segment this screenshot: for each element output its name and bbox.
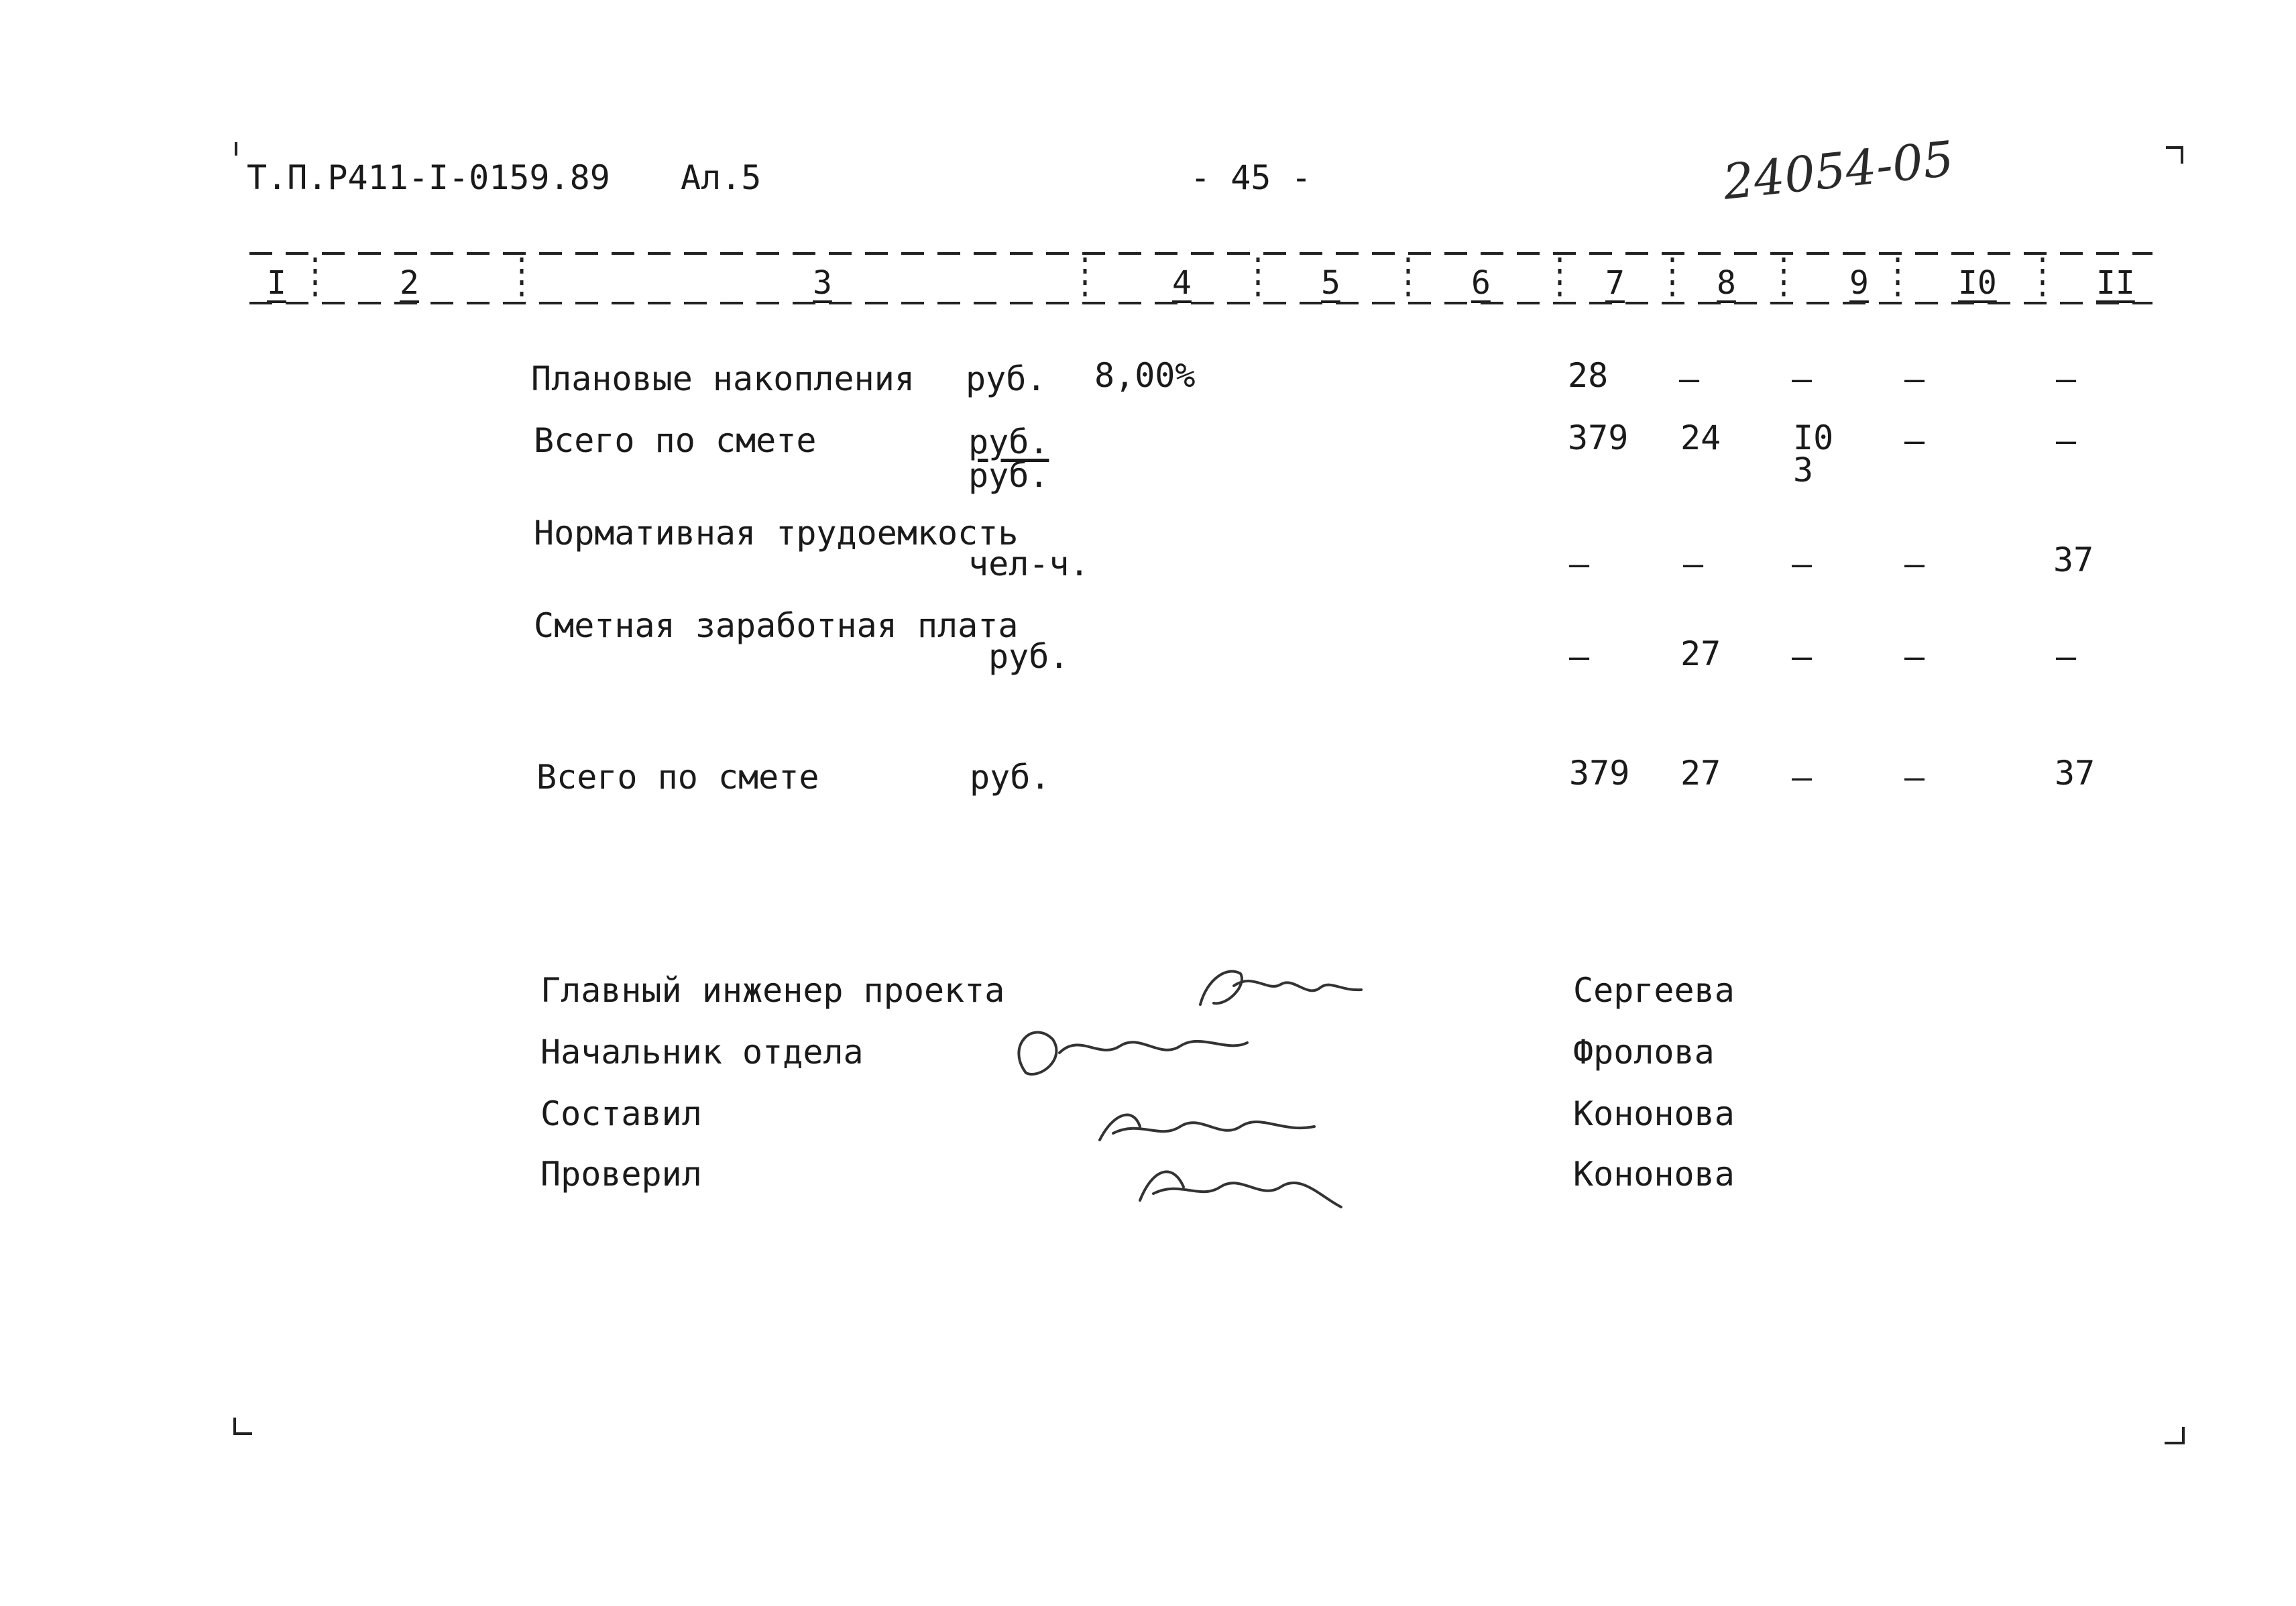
row-label: Сметная заработная плата <box>534 606 1019 645</box>
cell-col9: – <box>1792 544 1813 583</box>
signature-role: Проверил <box>540 1155 702 1194</box>
signature-role: Составил <box>540 1094 702 1133</box>
column-number: II <box>2096 264 2135 302</box>
cell-col9: – <box>1792 359 1813 398</box>
table-header-rules <box>249 253 2152 303</box>
cell-col9: I0 <box>1793 418 1834 457</box>
cell-col10: – <box>1904 544 1925 583</box>
cell-col8: – <box>1683 544 1704 583</box>
cell-col11: – <box>2056 359 2077 398</box>
cell-col7: 379 <box>1568 418 1629 457</box>
column-number: 9 <box>1849 264 1869 302</box>
corner-mark <box>2166 148 2182 164</box>
column-number: 3 <box>813 264 832 302</box>
row-unit: руб. <box>968 422 1049 461</box>
cell-col7: – <box>1569 637 1590 676</box>
cell-col9: – <box>1792 637 1813 676</box>
signature-scribble <box>1100 1115 1314 1140</box>
row-unit: руб. <box>970 758 1051 797</box>
row-label: Всего по смете <box>536 758 819 797</box>
column-number: 4 <box>1172 264 1192 302</box>
column-number: 7 <box>1605 264 1625 302</box>
cell-col8: – <box>1679 359 1700 398</box>
cell-col11: – <box>2056 637 2077 676</box>
cell-col11: 37 <box>2055 754 2096 793</box>
handwritten-signatures <box>1019 972 1361 1207</box>
signature-role: Главный инженер проекта <box>540 971 1005 1010</box>
signature-name: Фролова <box>1573 1033 1715 1072</box>
signature-name: Сергеева <box>1573 971 1735 1010</box>
signature-name: Кононова <box>1573 1155 1735 1194</box>
cell-col9-secondary: 3 <box>1793 451 1814 490</box>
row-label: Нормативная трудоемкость <box>534 514 1019 553</box>
column-number: 6 <box>1471 264 1491 302</box>
cell-col11: 37 <box>2053 540 2094 579</box>
corner-mark <box>2165 1427 2183 1443</box>
row-label: Плановые накопления <box>531 359 915 398</box>
cell-col7: 379 <box>1569 754 1630 793</box>
column-number: 2 <box>400 264 419 302</box>
row-rate: 8,00% <box>1094 356 1196 395</box>
cell-col9: – <box>1792 758 1813 797</box>
cell-col8: 24 <box>1680 418 1721 457</box>
cell-col11: – <box>2056 421 2077 460</box>
corner-marks <box>235 142 2183 1443</box>
cell-col8: 27 <box>1680 754 1721 793</box>
handwritten-number: 24054-05 <box>1720 130 1957 211</box>
signature-scribble <box>1140 1171 1341 1207</box>
doc-code: Т.П.Р411-I-0159.89 <box>247 158 610 197</box>
cell-col10: – <box>1904 758 1925 797</box>
signature-name: Кононова <box>1573 1094 1735 1133</box>
cell-col10: – <box>1904 421 1925 460</box>
signature-scribble <box>1019 1033 1247 1074</box>
cell-col7: 28 <box>1568 356 1609 395</box>
column-number: I0 <box>1958 264 1997 302</box>
row-unit-secondary: руб. <box>968 456 1049 495</box>
cell-col8: 27 <box>1680 634 1721 673</box>
page-number: - 45 - <box>1190 158 1312 197</box>
row-unit: руб. <box>988 637 1070 676</box>
row-unit: руб. <box>966 359 1047 398</box>
row-label: Всего по смете <box>534 421 817 460</box>
signature-role: Начальник отдела <box>540 1033 864 1072</box>
column-number: 8 <box>1717 264 1736 302</box>
album-number: Ал.5 <box>681 158 762 197</box>
column-separators <box>315 257 2043 302</box>
row-unit: чел-ч. <box>968 544 1090 583</box>
cell-col10: – <box>1904 637 1925 676</box>
column-number: I <box>267 264 286 302</box>
signature-scribble <box>1200 972 1361 1005</box>
corner-mark <box>235 1418 252 1434</box>
cell-col10: – <box>1904 359 1925 398</box>
column-number: 5 <box>1321 264 1340 302</box>
cell-col7: – <box>1569 544 1590 583</box>
